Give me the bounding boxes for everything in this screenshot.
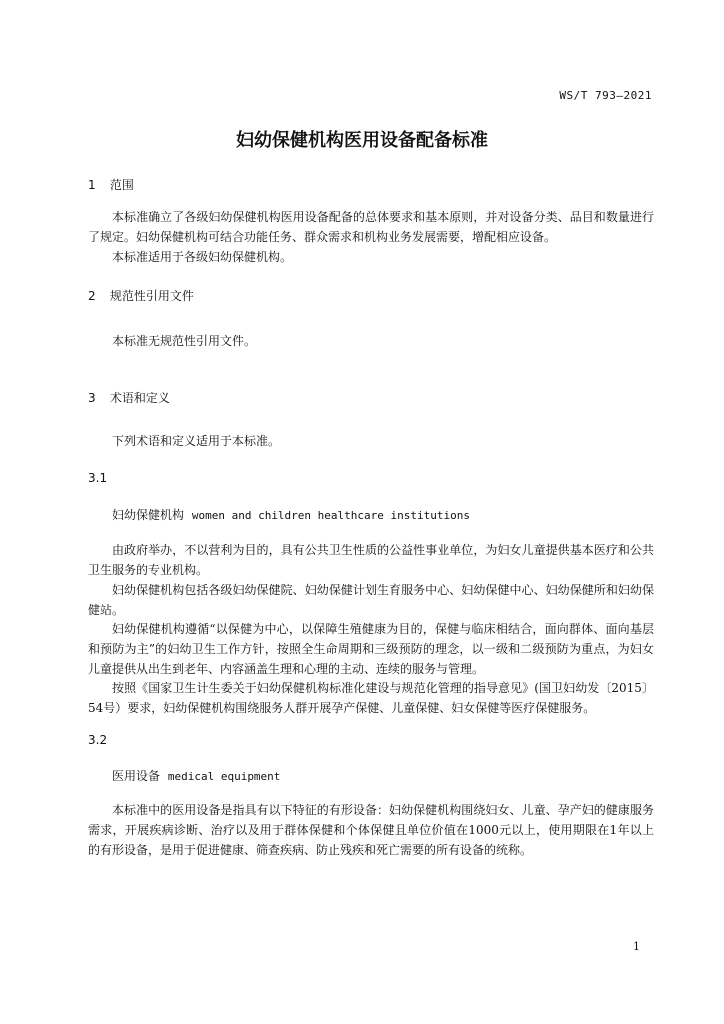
section-title: 规范性引用文件 bbox=[109, 289, 194, 303]
term-3-1-paragraph-1: 由政府举办，不以营利为目的，具有公共卫生性质的公益性事业单位，为妇女儿童提供基本医疗和公共卫生服务的专业机构。 bbox=[88, 543, 654, 577]
section-1-heading bbox=[88, 176, 134, 193]
document-title: 妇幼保健机构医用设备配备标准 bbox=[236, 130, 488, 151]
section-2-heading bbox=[88, 287, 194, 304]
section-number: 1 bbox=[88, 178, 96, 192]
term-3-2 bbox=[112, 767, 280, 784]
subsection-3-2-number bbox=[88, 733, 107, 747]
subsection-number: 3.2 bbox=[88, 733, 108, 747]
subsection-number: 3.1 bbox=[88, 471, 108, 485]
term-3-1-paragraph-2: 妇幼保健机构包括各级妇幼保健院、妇幼保健计划生育服务中心、妇幼保健中心、妇幼保健所和妇幼保健站。 bbox=[88, 583, 654, 617]
term-3-1 bbox=[112, 506, 470, 523]
page-number: 1 bbox=[633, 940, 640, 953]
standard-code: WS/T 793—2021 bbox=[559, 89, 652, 102]
term-english: medical equipment bbox=[167, 770, 281, 783]
term-3-1-paragraph-4: 按照《国家卫生计生委关于妇幼保健机构标准化建设与规范化管理的指导意见》(国卫妇幼发〔2015〕54号）要求，妇幼保健机构围绕服务人群开展孕产保健、儿童保健、妇女保健等医疗保健服务。 bbox=[88, 681, 654, 715]
term-english: women and children healthcare institutions bbox=[191, 509, 470, 522]
section-title: 术语和定义 bbox=[109, 391, 170, 405]
section-number: 3 bbox=[88, 391, 96, 405]
term-3-1-paragraph-3: 妇幼保健机构遵循“以保健为中心，以保障生殖健康为目的，保健与临床相结合，面向群体、面向基层和预防为主”的妇幼卫生工作方针，按照全生命周期和三级预防的理念，以一级和二级预防为重点，为妇女儿童提供从出生到老年、内容涵盖生理和心理的主动、连续的服务与管理。 bbox=[88, 622, 654, 676]
section-3-heading bbox=[88, 389, 170, 406]
section-1-paragraph-2: 本标准适用于各级妇幼保健机构。 bbox=[112, 250, 293, 264]
term-chinese: 医用设备 bbox=[112, 769, 161, 783]
section-number: 2 bbox=[88, 289, 96, 303]
subsection-3-1-number bbox=[88, 471, 107, 485]
section-1-paragraph-1: 本标准确立了各级妇幼保健机构医用设备配备的总体要求和基本原则，并对设备分类、品目和数量进行了规定。妇幼保健机构可结合功能任务、群众需求和机构业务发展需要，增配相应设备。 bbox=[88, 210, 654, 244]
term-chinese: 妇幼保健机构 bbox=[112, 508, 185, 522]
section-title: 范围 bbox=[109, 178, 134, 192]
term-3-2-paragraph-1: 本标准中的医用设备是指具有以下特征的有形设备：妇幼保健机构围绕妇女、儿童、孕产妇的健康服务需求，开展疾病诊断、治疗以及用于群体保健和个体保健且单位价值在1000元以上，使用期限在1年以上的有形设备，是用于促进健康、筛查疾病、防止残疾和死亡需要的所有设备的统称。 bbox=[88, 803, 654, 857]
section-3-paragraph-1: 下列术语和定义适用于本标准。 bbox=[112, 434, 281, 448]
section-2-paragraph-1: 本标准无规范性引用文件。 bbox=[112, 334, 257, 348]
